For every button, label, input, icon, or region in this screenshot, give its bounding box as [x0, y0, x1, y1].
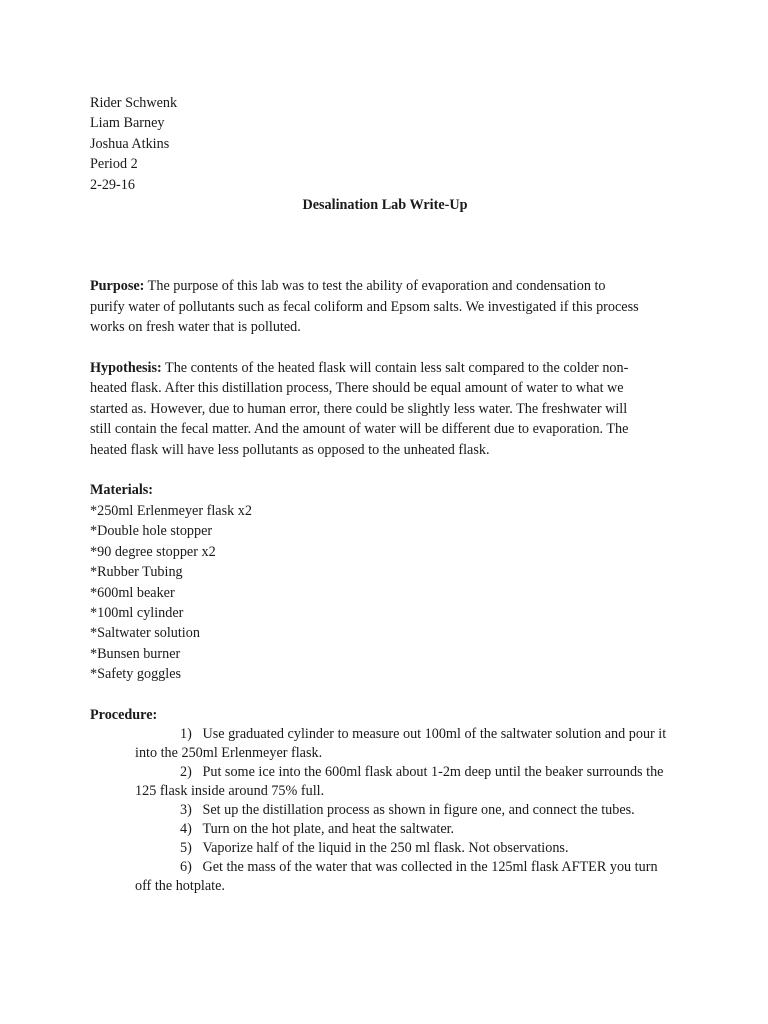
author-name: Joshua Atkins — [90, 135, 170, 152]
procedure-step-text: 2) Put some ice into the 600ml flask about 1-2m deep until the beaker surrounds the — [180, 764, 664, 781]
class-period: Period 2 — [90, 156, 138, 173]
materials-section — [90, 480, 680, 684]
procedure-step-text: 6) Get the mass of the water that was collected in the 125ml flask AFTER you turn — [180, 859, 658, 876]
hypothesis-label: Hypothesis: — [90, 360, 162, 377]
purpose-text: purify water of pollutants such as fecal coliform and Epsom salts. We investigated if this process — [90, 298, 639, 315]
purpose-section — [90, 276, 680, 337]
procedure-step — [135, 725, 680, 763]
procedure-step-text: 5) Vaporize half of the liquid in the 250 ml flask. Not observations. — [180, 840, 569, 857]
author-name: Rider Schwenk — [90, 95, 178, 111]
date: 2-29-16 — [90, 176, 135, 193]
procedure-step — [135, 858, 680, 896]
procedure-list — [90, 725, 680, 896]
purpose-text: works on fresh water that is polluted. — [90, 319, 301, 336]
procedure-step-text: off the hotplate. — [135, 878, 225, 895]
procedure-label: Procedure: — [90, 706, 158, 723]
procedure-step-text: 125 flask inside around 75% full. — [135, 783, 325, 800]
procedure-step — [135, 801, 680, 820]
hypothesis-text: started as. However, due to human error, there could be slightly less water. The freshwater will — [90, 400, 628, 417]
author-name: Liam Barney — [90, 115, 165, 132]
material-item: *Bunsen burner — [90, 645, 181, 662]
purpose-text: The purpose of this lab was to test the ability of evaporation and condensation to — [144, 278, 606, 295]
document-page — [90, 93, 680, 896]
hypothesis-text: heated flask will have less pollutants as opposed to the unheated flask. — [90, 441, 490, 458]
material-item: *90 degree stopper x2 — [90, 543, 216, 560]
procedure-step-text: 4) Turn on the hot plate, and heat the saltwater. — [180, 821, 455, 838]
materials-label: Materials: — [90, 482, 154, 499]
procedure-step — [135, 820, 680, 839]
purpose-label: Purpose: — [90, 278, 145, 295]
procedure-step — [135, 839, 680, 858]
material-item: *100ml cylinder — [90, 604, 184, 621]
procedure-step-text: into the 250ml Erlenmeyer flask. — [135, 745, 323, 762]
procedure-step-text: 1) Use graduated cylinder to measure out 100ml of the saltwater solution and pour it — [180, 726, 667, 743]
material-item: *Safety goggles — [90, 666, 182, 683]
material-item: *Saltwater solution — [90, 625, 200, 642]
procedure-section — [90, 705, 680, 896]
material-item: *600ml beaker — [90, 584, 175, 601]
procedure-step-text: 3) Set up the distillation process as shown in figure one, and connect the tubes. — [180, 802, 635, 819]
hypothesis-section — [90, 358, 680, 460]
procedure-step — [135, 763, 680, 801]
material-item: *Rubber Tubing — [90, 564, 183, 581]
material-item: *Double hole stopper — [90, 523, 213, 540]
hypothesis-text: heated flask. After this distillation process, There should be equal amount of water to what we — [90, 380, 624, 397]
hypothesis-text: still contain the fecal matter. And the amount of water will be different due to evaporation. The — [90, 421, 629, 438]
hypothesis-text: The contents of the heated flask will contain less salt compared to the colder non- — [161, 360, 629, 377]
document-title: Desalination Lab Write-Up — [302, 197, 468, 214]
material-item: *250ml Erlenmeyer flask x2 — [90, 502, 252, 519]
